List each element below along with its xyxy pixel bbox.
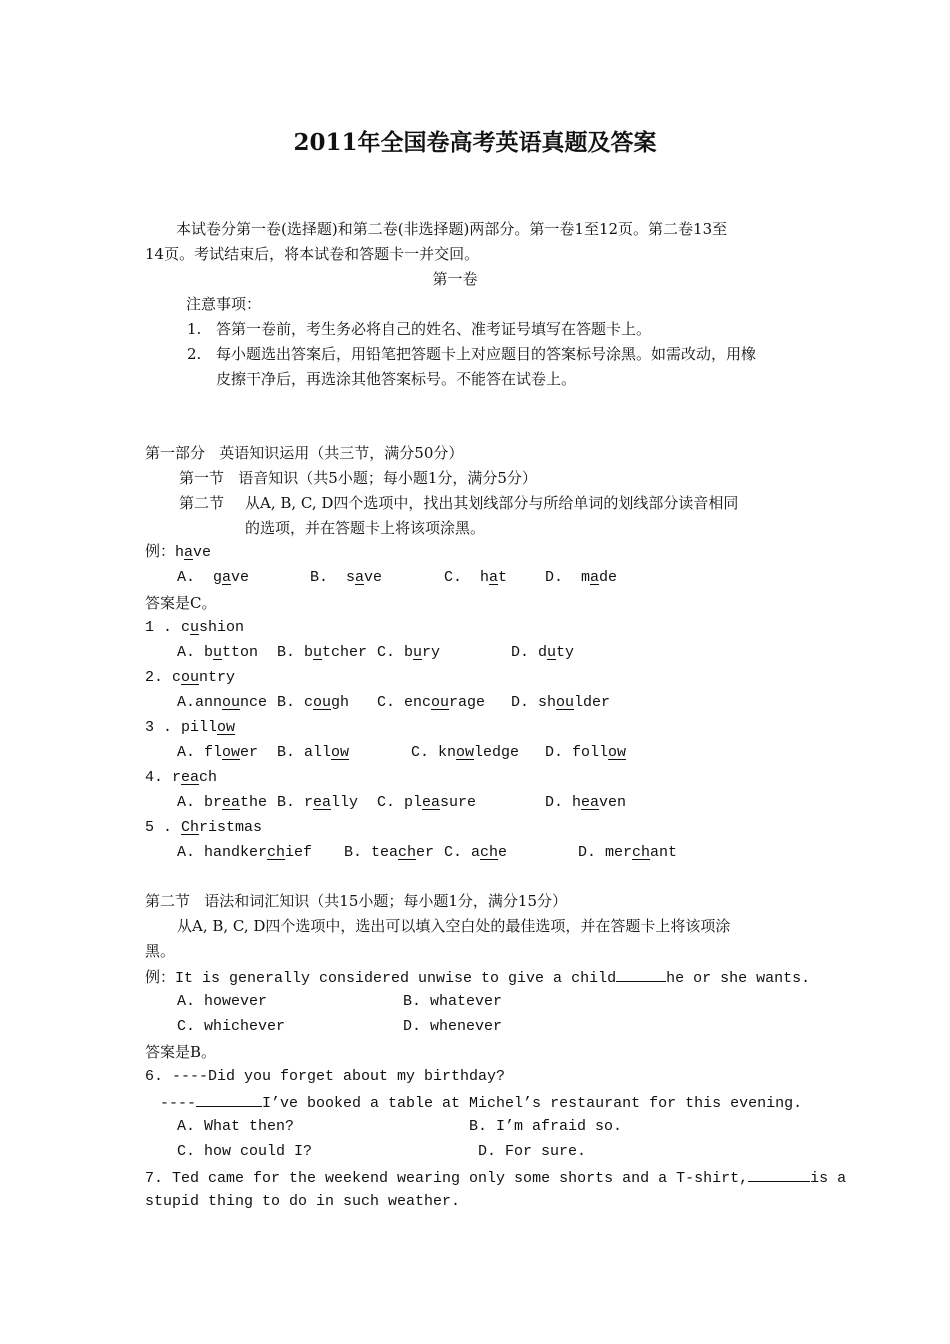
question-5-stem: 5 . Christmas — [145, 819, 263, 836]
question-3-option-a: A. flower — [177, 744, 259, 761]
section-2-instruction-1: 从A, B, C, D四个选项中，找出其划线部分与所给单词的划线部分读音相同 — [245, 494, 739, 512]
question-3-stem: 3 . pillow — [145, 719, 236, 736]
question-4-option-a: A. breathe — [177, 794, 268, 811]
section-2-label: 第二节 — [179, 494, 225, 512]
note-2-line-1: 每小题选出答案后，用铅笔把答题卡上对应题目的答案标号涂黑。如需改动，用橡 — [216, 345, 757, 363]
question-6-option-d: D. For sure. — [478, 1143, 587, 1160]
question-2-option-d: D. shoulder — [511, 694, 611, 711]
example-2-option-a: A. however — [177, 993, 268, 1010]
question-7-line-1: 7. Ted came for the weekend wearing only some shorts and a T-shirt, is a — [145, 1167, 846, 1189]
example-1-answer: 答案是C。 — [145, 594, 217, 612]
question-3-option-d: D. follow — [545, 744, 627, 761]
question-5-option-b: B. teacher — [344, 844, 435, 861]
question-5-option-a: A. handkerchief — [177, 844, 313, 861]
question-2-option-a: A.announce — [177, 694, 268, 711]
section-2-instruction-2: 的选项，并在答题卡上将该项涂黑。 — [245, 519, 486, 537]
question-4-stem: 4. reach — [145, 769, 218, 786]
volume-heading: 第一卷 — [432, 270, 478, 288]
example-2-option-c: C. whichever — [177, 1018, 286, 1035]
note-2-number: 2. — [187, 345, 202, 363]
section-1-heading: 第一节 语音知识（共5小题；每小题1分，满分5分） — [179, 469, 537, 487]
example-1-stem: 例：have — [145, 544, 212, 561]
example-1-option-a: A. gave — [177, 569, 250, 586]
question-2-option-c: C. encourage — [377, 694, 486, 711]
example-2-answer: 答案是B。 — [145, 1043, 217, 1061]
question-5-option-c: C. ache — [444, 844, 508, 861]
answer-blank — [748, 1167, 810, 1182]
question-4-option-c: C. pleasure — [377, 794, 477, 811]
question-6-line-2: ---- I’ve booked a table at Michel’s restaurant for this evening. — [160, 1092, 802, 1114]
notes-heading: 注意事项： — [186, 295, 262, 313]
part-2-instruction-1: 从A, B, C, D四个选项中，选出可以填入空白处的最佳选项，并在答题卡上将该项涂 — [177, 917, 731, 935]
answer-blank — [616, 967, 666, 982]
intro-line-2: 14页。考试结束后，将本试卷和答题卡一并交回。 — [145, 245, 480, 263]
example-label: 例： — [145, 544, 176, 561]
question-2-option-b: B. cough — [277, 694, 350, 711]
example-1-option-d: D. made — [545, 569, 618, 586]
question-4-option-d: D. heaven — [545, 794, 627, 811]
part-2-heading: 第二节 语法和词汇知识（共15小题；每小题1分，满分15分） — [145, 892, 568, 910]
example-2-option-b: B. whatever — [403, 993, 503, 1010]
question-3-option-c: C. knowledge — [411, 744, 520, 761]
intro-line-1: 本试卷分第一卷(选择题)和第二卷(非选择题)两部分。第一卷1至12页。第二卷13至 — [176, 220, 728, 238]
question-6-option-a: A. What then? — [177, 1118, 295, 1135]
question-1-option-a: A. button — [177, 644, 259, 661]
question-2-stem: 2. country — [145, 669, 236, 686]
question-6-option-b: B. I’m afraid so. — [469, 1118, 623, 1135]
part-2-instruction-2: 黑。 — [145, 942, 176, 960]
page-title: 2011年全国卷高考英语真题及答案 — [293, 129, 657, 156]
question-5-option-d: D. merchant — [578, 844, 678, 861]
example-1-option-b: B. save — [310, 569, 383, 586]
part-1-heading: 第一部分 英语知识运用（共三节，满分50分） — [145, 444, 464, 462]
question-3-option-b: B. allow — [277, 744, 350, 761]
question-1-option-b: B. butcher — [277, 644, 368, 661]
example-2-option-d: D. whenever — [403, 1018, 503, 1035]
question-6-line-1: 6. ----Did you forget about my birthday? — [145, 1068, 506, 1085]
note-1-number: 1. — [187, 320, 202, 338]
note-2-line-2: 皮擦干净后，再选涂其他答案标号。不能答在试卷上。 — [216, 370, 577, 388]
question-1-option-c: C. bury — [377, 644, 441, 661]
question-1-stem: 1 . cushion — [145, 619, 245, 636]
question-4-option-b: B. really — [277, 794, 359, 811]
example-1-option-c: C. hat — [444, 569, 508, 586]
note-1: 答第一卷前，考生务必将自己的姓名、准考证号填写在答题卡上。 — [216, 320, 652, 338]
question-7-line-2: stupid thing to do in such weather. — [145, 1193, 461, 1210]
question-1-option-d: D. duty — [511, 644, 575, 661]
example-2-stem: 例：It is generally considered unwise to give a child he or she wants. — [145, 967, 810, 989]
question-6-option-c: C. how could I? — [177, 1143, 313, 1160]
answer-blank — [196, 1092, 262, 1107]
